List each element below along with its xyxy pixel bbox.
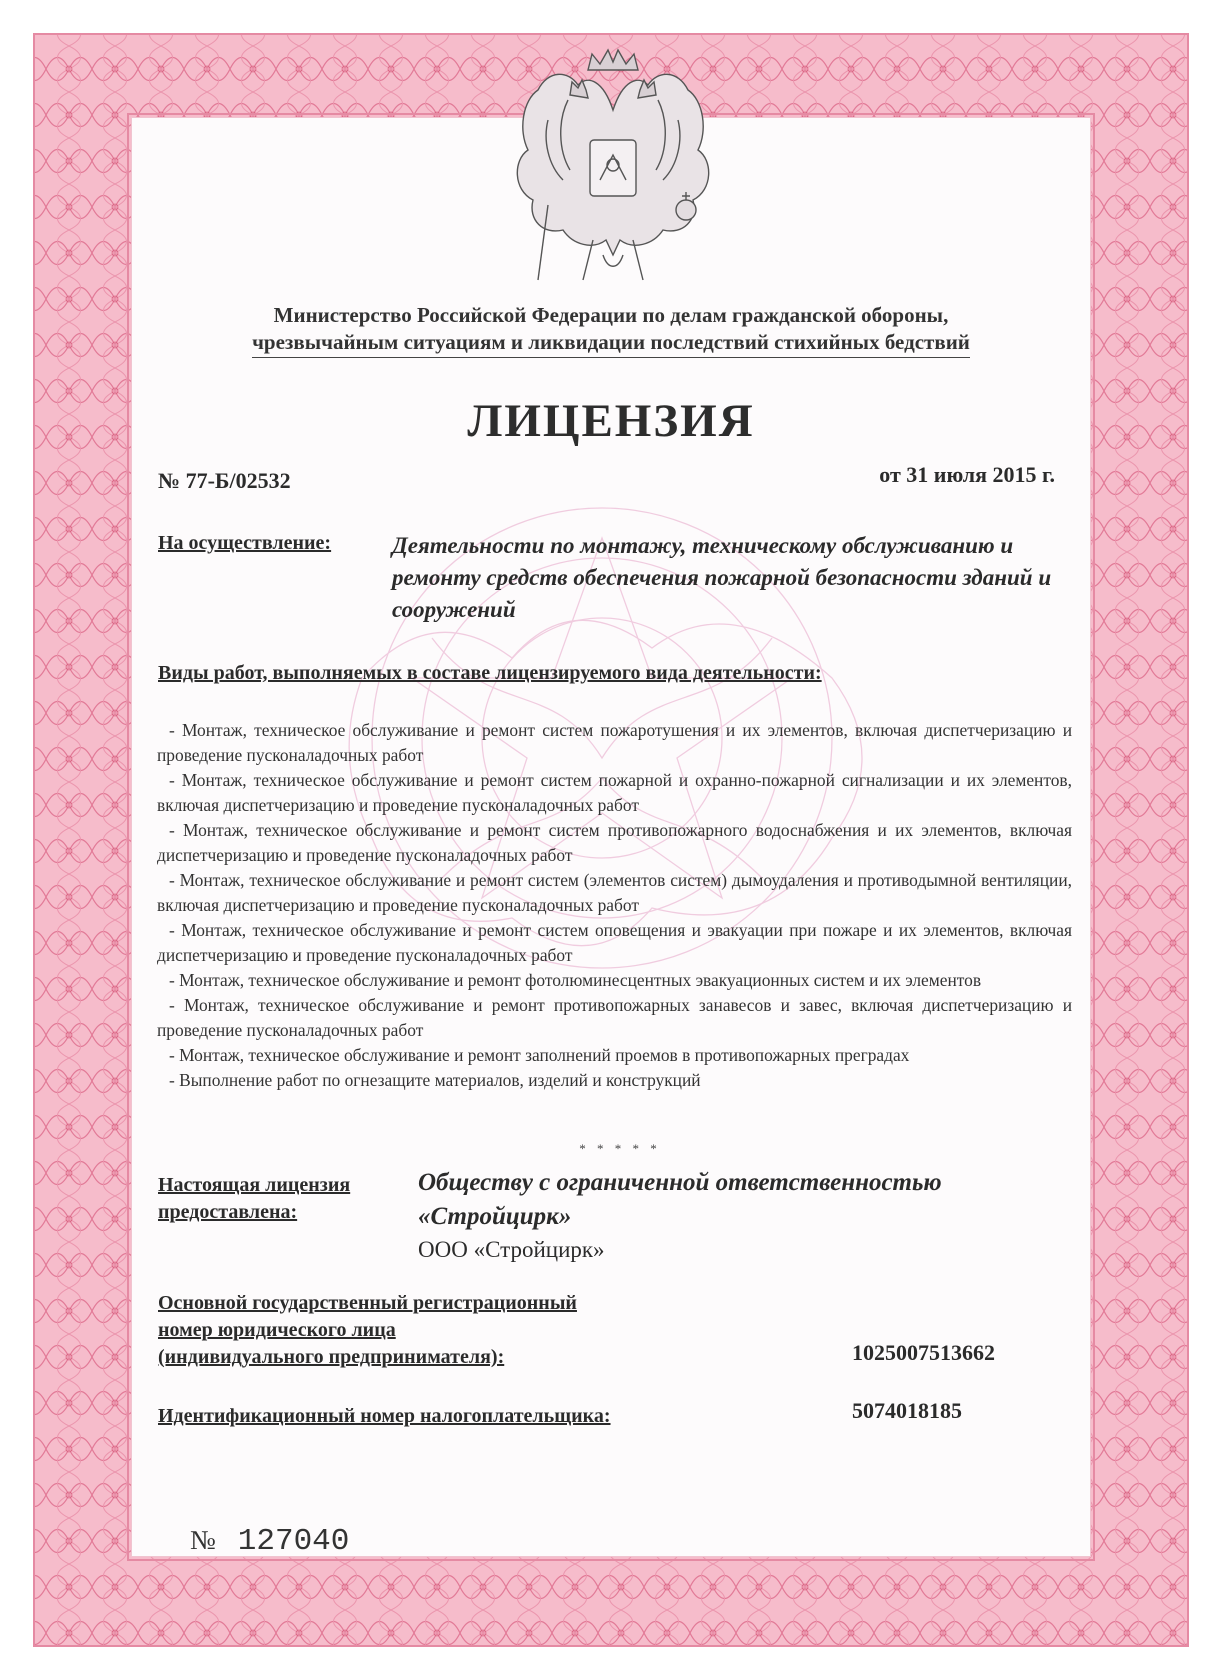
- ministry-name: [150, 302, 1072, 358]
- work-item: - Монтаж, техническое обслуживание и ремонт систем противопожарного водоснабжения и их элементов, включая диспетчеризацию и проведение пусконаладочных работ: [157, 820, 1072, 865]
- inn-value: 5074018185: [852, 1398, 962, 1423]
- granted-label-line-2: предоставлена:: [158, 1201, 298, 1223]
- license-date: от 31 июля 2015 г.: [879, 462, 1055, 487]
- form-serial-number: [190, 1524, 349, 1559]
- work-item: - Выполнение работ по огнезащите материалов, изделий и конструкций: [169, 1070, 701, 1090]
- document-title: ЛИЦЕНЗИЯ: [467, 395, 755, 447]
- ministry-line-1: Министерство Российской Федерации по делам гражданской обороны,: [273, 303, 949, 327]
- work-item: - Монтаж, техническое обслуживание и ремонт противопожарных занавесов и завес, включая диспетчеризацию и проведение пусконаладочных работ: [157, 995, 1072, 1040]
- purpose-label: На осуществление:: [158, 532, 332, 554]
- granted-label-line-1: Настоящая лицензия: [158, 1174, 351, 1196]
- license-number: № 77-Б/02532: [158, 468, 291, 493]
- licensee-short-name: ООО «Стройцирк»: [418, 1237, 605, 1262]
- section-separator: * * * * *: [579, 1141, 661, 1156]
- works-list: [157, 718, 1072, 1093]
- ogrn-label-line-2: номер юридического лица: [158, 1319, 396, 1341]
- ogrn-label-line-3: (индивидуального предпринимателя):: [158, 1346, 505, 1368]
- ministry-line-2: чрезвычайным ситуациям и ликвидации последствий стихийных бедствий: [252, 329, 970, 358]
- ogrn-value: 1025007513662: [852, 1340, 995, 1365]
- ogrn-label: [158, 1290, 718, 1371]
- granted-label: [158, 1172, 398, 1226]
- work-item: - Монтаж, техническое обслуживание и ремонт систем пожарной и охранно-пожарной сигнализации и их элементов, включая диспетчеризацию и проведение пусконаладочных работ: [157, 770, 1072, 815]
- work-item: - Монтаж, техническое обслуживание и ремонт систем (элементов систем) дымоудаления и противодымной вентиляции, включая диспетчеризацию и проведение пусконаладочных работ: [157, 870, 1072, 915]
- work-item: - Монтаж, техническое обслуживание и ремонт фотолюминесцентных эвакуационных систем и их элементов: [169, 970, 982, 990]
- inn-label: Идентификационный номер налогоплательщика:: [158, 1405, 611, 1427]
- form-number-value: 127040: [237, 1524, 350, 1559]
- number-sign: №: [190, 1525, 216, 1555]
- purpose-text: Деятельности по монтажу, техническому обслуживанию и ремонту средств обеспечения пожарной безопасности зданий и сооружений: [392, 533, 1052, 622]
- russian-coat-of-arms-icon: [508, 40, 718, 300]
- work-item: - Монтаж, техническое обслуживание и ремонт систем пожаротушения и их элементов, включая диспетчеризацию и проведение пусконаладочных работ: [157, 720, 1072, 765]
- licensee-full-name: Обществу с ограниченной ответственностью «Стройцирк»: [418, 1169, 942, 1230]
- ogrn-label-line-1: Основной государственный регистрационный: [158, 1292, 577, 1314]
- work-item: - Монтаж, техническое обслуживание и ремонт заполнений проемов в противопожарных преградах: [169, 1045, 910, 1065]
- works-heading: Виды работ, выполняемых в составе лицензируемого вида деятельности:: [158, 662, 822, 684]
- work-item: - Монтаж, техническое обслуживание и ремонт систем оповещения и эвакуации при пожаре и их элементов, включая диспетчеризацию и проведение пусконаладочных работ: [157, 920, 1072, 965]
